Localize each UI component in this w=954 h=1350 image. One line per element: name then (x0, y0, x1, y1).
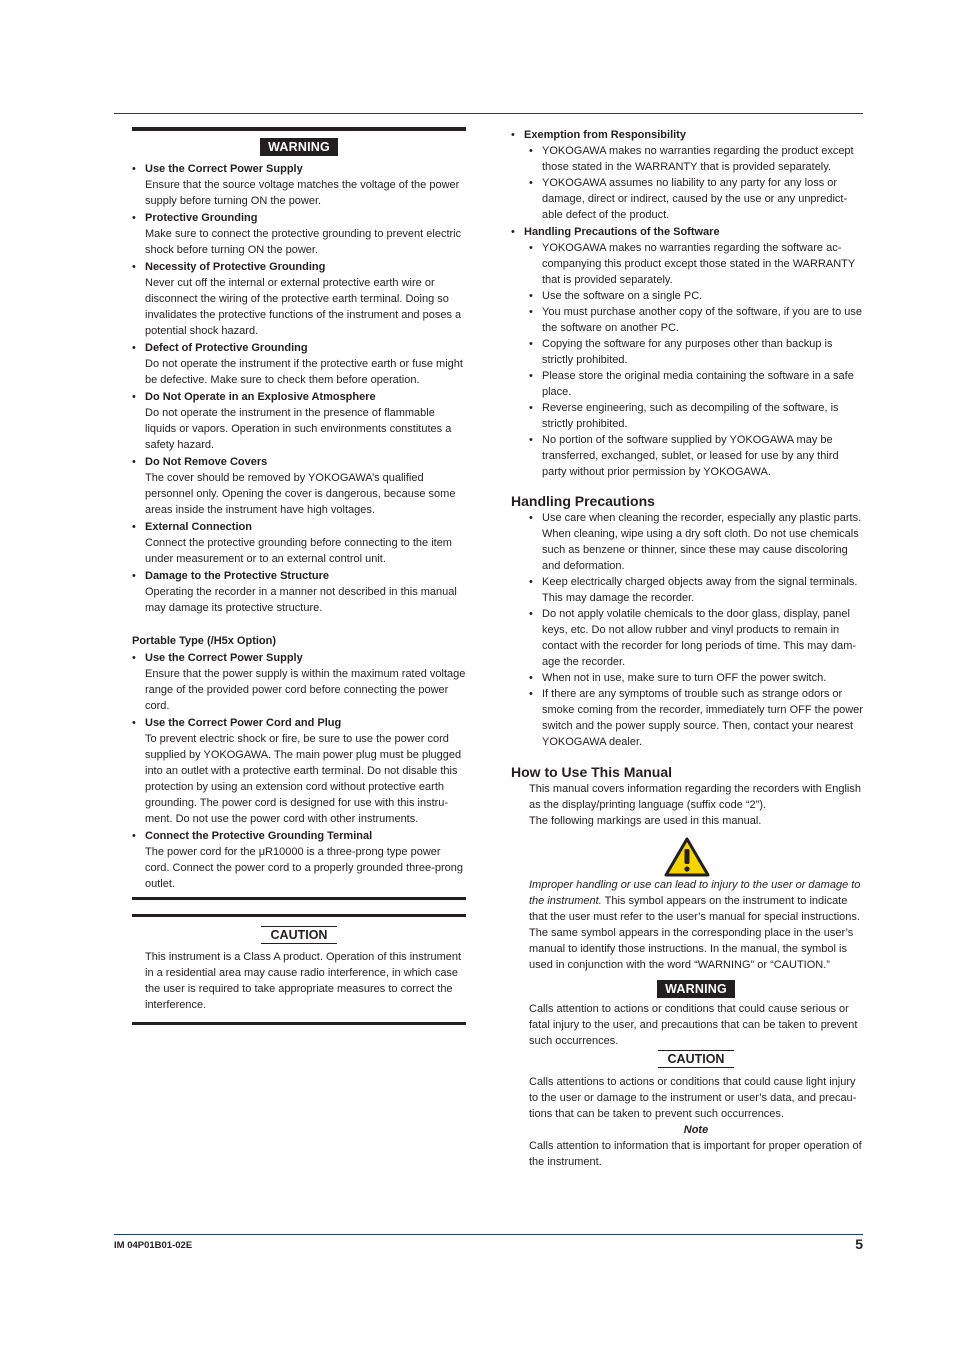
list-item: • YOKOGAWA makes no warranties regarding the product except those stated in the WARRANTY that is provided separately. (529, 143, 863, 175)
list-item: • Please store the original media containing the software in a safe place. (529, 368, 863, 400)
list-item: • If there are any symptoms of trouble such as strange odors or smoke coming from the recorder, immediately turn OFF the power switch and the power supply source. Then, contact your nearest YOKOGAWA dealer. (529, 686, 863, 750)
note-description: Calls attention to information that is important for proper operation of the instrument. (529, 1140, 862, 1168)
list-item: • Use the Correct Power Cord and Plug To prevent electric shock or fire, be sure to use the power cord supplied by YOKOGAWA. The main power plug must be plugged into an outlet with a protective earth terminal. Do not disable this protection by using an extension cord without protective earth grounding. The power cord is designed for use with this instrument. Do not use the power cord with other instruments. (132, 715, 466, 827)
list-item: • YOKOGAWA makes no warranties regarding the software accompanying this product except those stated in the WARRANTY that is provided separately. (529, 240, 863, 288)
list-item: • Necessity of Protective Grounding Never cut off the internal or external protective earth wire or disconnect the wiring of the protective earth terminal. Doing so invalidates the protective functions of the instrument and poses a potential shock hazard. (132, 259, 466, 339)
list-item: • Do not apply volatile chemicals to the door glass, display, panel keys, etc. Do not allow rubber and vinyl products to remain in contact with the recorder for long periods of time. This may damage the recorder. (529, 606, 863, 670)
portable-list (132, 650, 466, 892)
list-item: • Use the software on a single PC. (529, 288, 863, 304)
list-item: • No portion of the software supplied by YOKOGAWA may be transferred, exchanged, sublet, or leased for use by any third party without prior permission by YOKOGAWA. (529, 432, 863, 480)
warning-list (132, 161, 466, 616)
caution-badge: CAUTION (261, 926, 338, 944)
warning-badge: WARNING (260, 138, 338, 156)
list-item: • Copying the software for any purposes other than backup is strictly prohibited. (529, 336, 863, 368)
list-item: • When not in use, make sure to turn OFF the power switch. (529, 670, 863, 686)
list-item: • You must purchase another copy of the software, if you are to use the software on another PC. (529, 304, 863, 336)
left-column (132, 127, 466, 1025)
handling-heading: Handling Precautions (511, 493, 655, 509)
list-item: • Protective Grounding Make sure to connect the protective grounding to prevent electric shock before turning ON the power. (132, 210, 466, 258)
header-rule (114, 113, 863, 114)
warning-box (132, 127, 466, 900)
warning-description: Calls attention to actions or conditions that could cause serious or fatal injury to the user, and precautions that can be taken to prevent such occurrences. (529, 1003, 858, 1047)
caution-badge: CAUTION (658, 1050, 735, 1068)
page-number: 5 (855, 1236, 863, 1252)
manual-intro-2: The following markings are used in this manual. (529, 815, 762, 827)
portable-heading: Portable Type (/H5x Option) (132, 635, 277, 647)
list-item (511, 127, 863, 223)
list-item: • Use the Correct Power Supply Ensure that the power supply is within the maximum rated voltage range of the provided power cord before connecting the power cord. (132, 650, 466, 714)
manual-heading: How to Use This Manual (511, 764, 673, 780)
symbol-description: Improper handling or use can lead to injury to the user or damage to the instrument. This symbol appears on the instrument to indicate that the user must refer to the user’s manual for special instructions. The same symbol appears in the corresponding place in the user’s manual to identify those instructions. In the manual, the symbol is used in conjunction with the word “WARNING” or “CAUTION.” (529, 879, 861, 971)
list-item: • Do Not Operate in an Explosive Atmosphere Do not operate the instrument in the presence of flammable liquids or vapors. Operation in such environments constitutes a safety hazard. (132, 389, 466, 453)
caution-box (132, 914, 466, 1025)
software-title: Handling Precautions of the Software (524, 226, 720, 238)
caution-text: This instrument is a Class A product. Operation of this instrument in a residential area may cause radio interference, in which case the user is required to take appropriate measures to correct the interference. (145, 951, 462, 1011)
list-item: • YOKOGAWA assumes no liability to any party for any loss or damage, direct or indirect, caused by the use or any unpredictable defect of the product. (529, 175, 863, 223)
warning-triangle-icon (664, 837, 710, 877)
right-column (511, 126, 863, 1170)
caution-description: Calls attentions to actions or conditions that could cause light injury to the user or damage to the instrument or user’s data, and precautions that can be taken to prevent such occurrences. (529, 1076, 857, 1120)
document-code: IM 04P01B01-02E (114, 1240, 193, 1251)
list-item: • Reverse engineering, such as decompiling of the software, is strictly prohibited. (529, 400, 863, 432)
list-item: • Defect of Protective Grounding Do not operate the instrument if the protective earth or fuse might be defective. Make sure to check them before operation. (132, 340, 466, 388)
responsibility-list (511, 127, 863, 480)
caution-symbol (511, 837, 863, 877)
list-item: • Connect the Protective Grounding Terminal The power cord for the μR10000 is a three-prong type power cord. Connect the power cord to a properly grounded three-prong outlet. (132, 828, 466, 892)
list-item: • Use the Correct Power Supply Ensure that the source voltage matches the voltage of the power supply before turning ON the power. (132, 161, 466, 209)
list-item: • Keep electrically charged objects away from the signal terminals. This may damage the recorder. (529, 574, 863, 606)
list-item: • Use care when cleaning the recorder, especially any plastic parts. When cleaning, wipe using a dry soft cloth. Do not use chemicals such as benzene or thinner, since these may cause discoloring and deformation. (529, 510, 863, 574)
manual-intro: This manual covers information regarding the recorders with English as the display/printing language (suffix code “2”). (529, 783, 861, 811)
warning-badge: WARNING (657, 980, 735, 998)
footer-rule (114, 1234, 863, 1235)
list-item: • Damage to the Protective Structure Operating the recorder in a manner not described in this manual may damage its protective structure. (132, 568, 466, 616)
list-item: • Do Not Remove Covers The cover should be removed by YOKOGAWA’s qualified personnel only. Opening the cover is dangerous, because some areas inside the instrument have high voltages. (132, 454, 466, 518)
note-heading: Note (683, 1124, 709, 1136)
exemption-title: Exemption from Responsibility (524, 129, 686, 141)
handling-list (529, 510, 863, 750)
symbol-italic-text: Improper handling or use can lead to injury to the user or damage to the instrument. (529, 879, 861, 907)
list-item (511, 224, 863, 480)
list-item: • External Connection Connect the protective grounding before connecting to the item under measurement or to an external control unit. (132, 519, 466, 567)
